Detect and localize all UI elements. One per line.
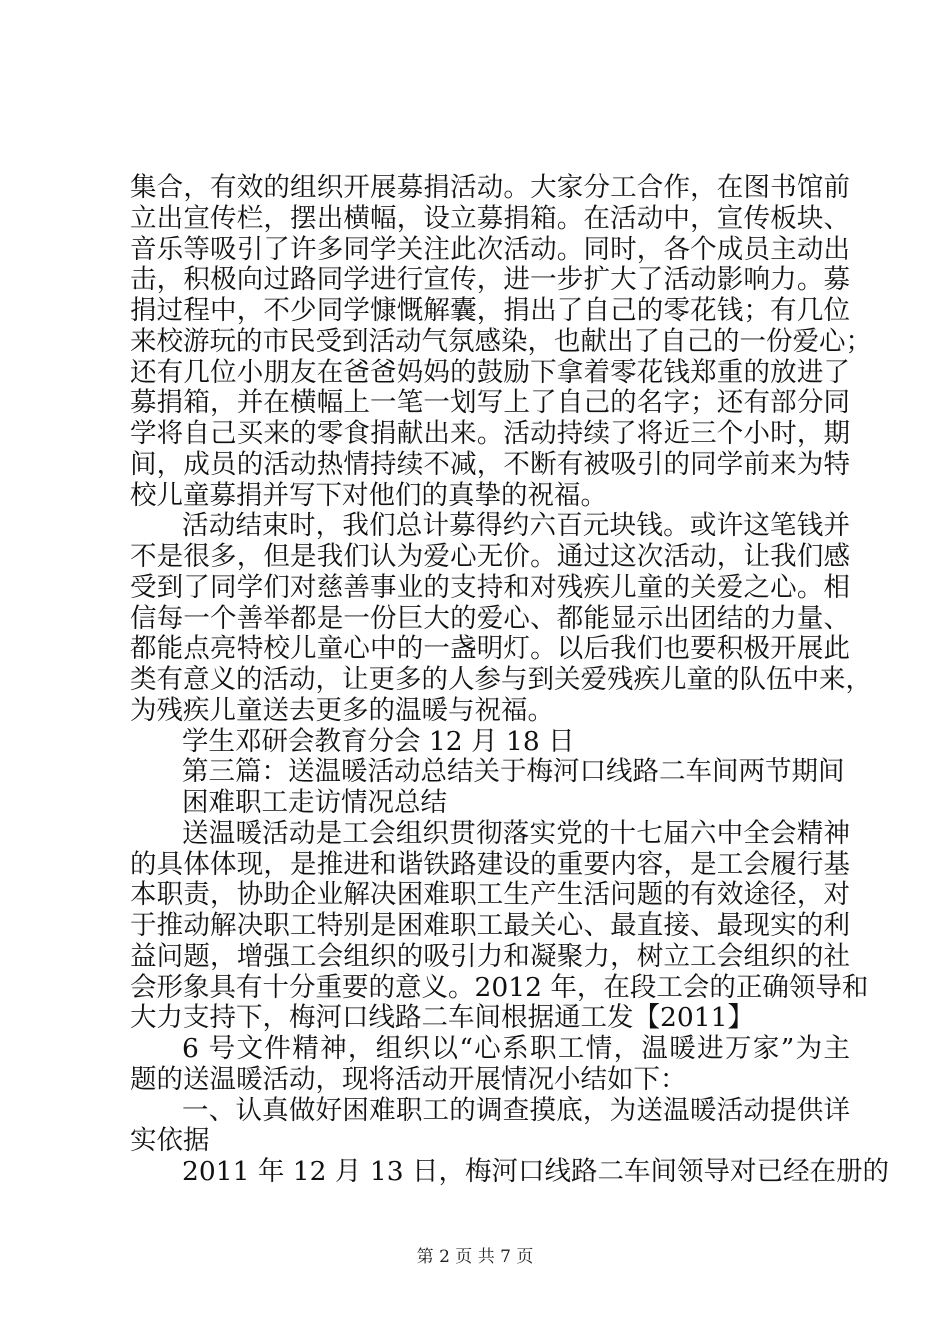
- text-line: 都能点亮特校儿童心中的一盏明灯。以后我们也要积极开展此: [130, 633, 850, 664]
- text-line: 益问题，增强工会组织的吸引力和凝聚力，树立工会组织的社: [130, 941, 850, 972]
- paragraph-start: 2011 年 12 月 13 日，梅河口线路二车间领导对已经在册的: [182, 1156, 889, 1187]
- paragraph-start: 一、认真做好困难职工的调查摸底，为送温暖活动提供详: [182, 1095, 850, 1126]
- section-heading: 第三篇：送温暖活动总结关于梅河口线路二车间两节期间: [182, 756, 845, 787]
- text-line: 为残疾儿童送去更多的温暖与祝福。: [130, 695, 554, 726]
- text-line: 大力支持下，梅河口线路二车间根据通工发【2011】: [130, 1002, 754, 1033]
- text-line: 的具体体现，是推进和谐铁路建设的重要内容，是工会履行基: [130, 849, 850, 880]
- section-heading-continued: 困难职工走访情况总结: [182, 787, 447, 818]
- text-line: 类有意义的活动，让更多的人参与到关爱残疾儿童的队伍中来，: [130, 664, 872, 695]
- text-line: 题的送温暖活动，现将活动开展情况小结如下：: [130, 1064, 687, 1095]
- text-line: 来校游玩的市民受到活动气氛感染，也献出了自己的一份爱心；: [130, 326, 872, 357]
- paragraph-start: 活动结束时，我们总计募得约六百元块钱。或许这笔钱并: [182, 510, 850, 541]
- text-line: 募捐箱，并在横幅上一笔一划写上了自己的名字；还有部分同: [130, 387, 850, 418]
- text-line: 信每一个善举都是一份巨大的爱心、都能显示出团结的力量、: [130, 603, 850, 634]
- text-line: 击，积极向过路同学进行宣传，进一步扩大了活动影响力。募: [130, 264, 850, 295]
- text-line: 捐过程中，不少同学慷慨解囊，捐出了自己的零花钱；有几位: [130, 295, 850, 326]
- text-line: 不是很多，但是我们认为爱心无价。通过这次活动，让我们感: [130, 541, 850, 572]
- page-number-footer: 第 2 页 共 7 页: [416, 1247, 534, 1267]
- text-line: 集合，有效的组织开展募捐活动。大家分工合作，在图书馆前: [130, 172, 850, 203]
- text-line: 校儿童募捐并写下对他们的真挚的祝福。: [130, 480, 607, 511]
- text-line: 本职责，协助企业解决困难职工生产生活问题的有效途径，对: [130, 879, 850, 910]
- text-line: 实依据: [130, 1125, 210, 1156]
- paragraph-start: 6 号文件精神，组织以“心系职工情，温暖进万家”为主: [182, 1033, 850, 1064]
- signature-line: 学生邓研会教育分会 12 月 18 日: [182, 726, 575, 757]
- text-line: 还有几位小朋友在爸爸妈妈的鼓励下拿着零花钱郑重的放进了: [130, 357, 850, 388]
- paragraph-start: 送温暖活动是工会组织贯彻落实党的十七届六中全会精神: [182, 818, 850, 849]
- text-line: 间，成员的活动热情持续不减，不断有被吸引的同学前来为特: [130, 449, 850, 480]
- text-line: 立出宣传栏，摆出横幅，设立募捐箱。在活动中，宣传板块、: [130, 203, 850, 234]
- text-line: 受到了同学们对慈善事业的支持和对残疾儿童的关爱之心。相: [130, 572, 850, 603]
- text-line: 学将自己买来的零食捐献出来。活动持续了将近三个小时，期: [130, 418, 850, 449]
- text-line: 会形象具有十分重要的意义。2012 年，在段工会的正确领导和: [130, 972, 869, 1003]
- text-line: 音乐等吸引了许多同学关注此次活动。同时，各个成员主动出: [130, 234, 850, 265]
- text-line: 于推动解决职工特别是困难职工最关心、最直接、最现实的利: [130, 910, 850, 941]
